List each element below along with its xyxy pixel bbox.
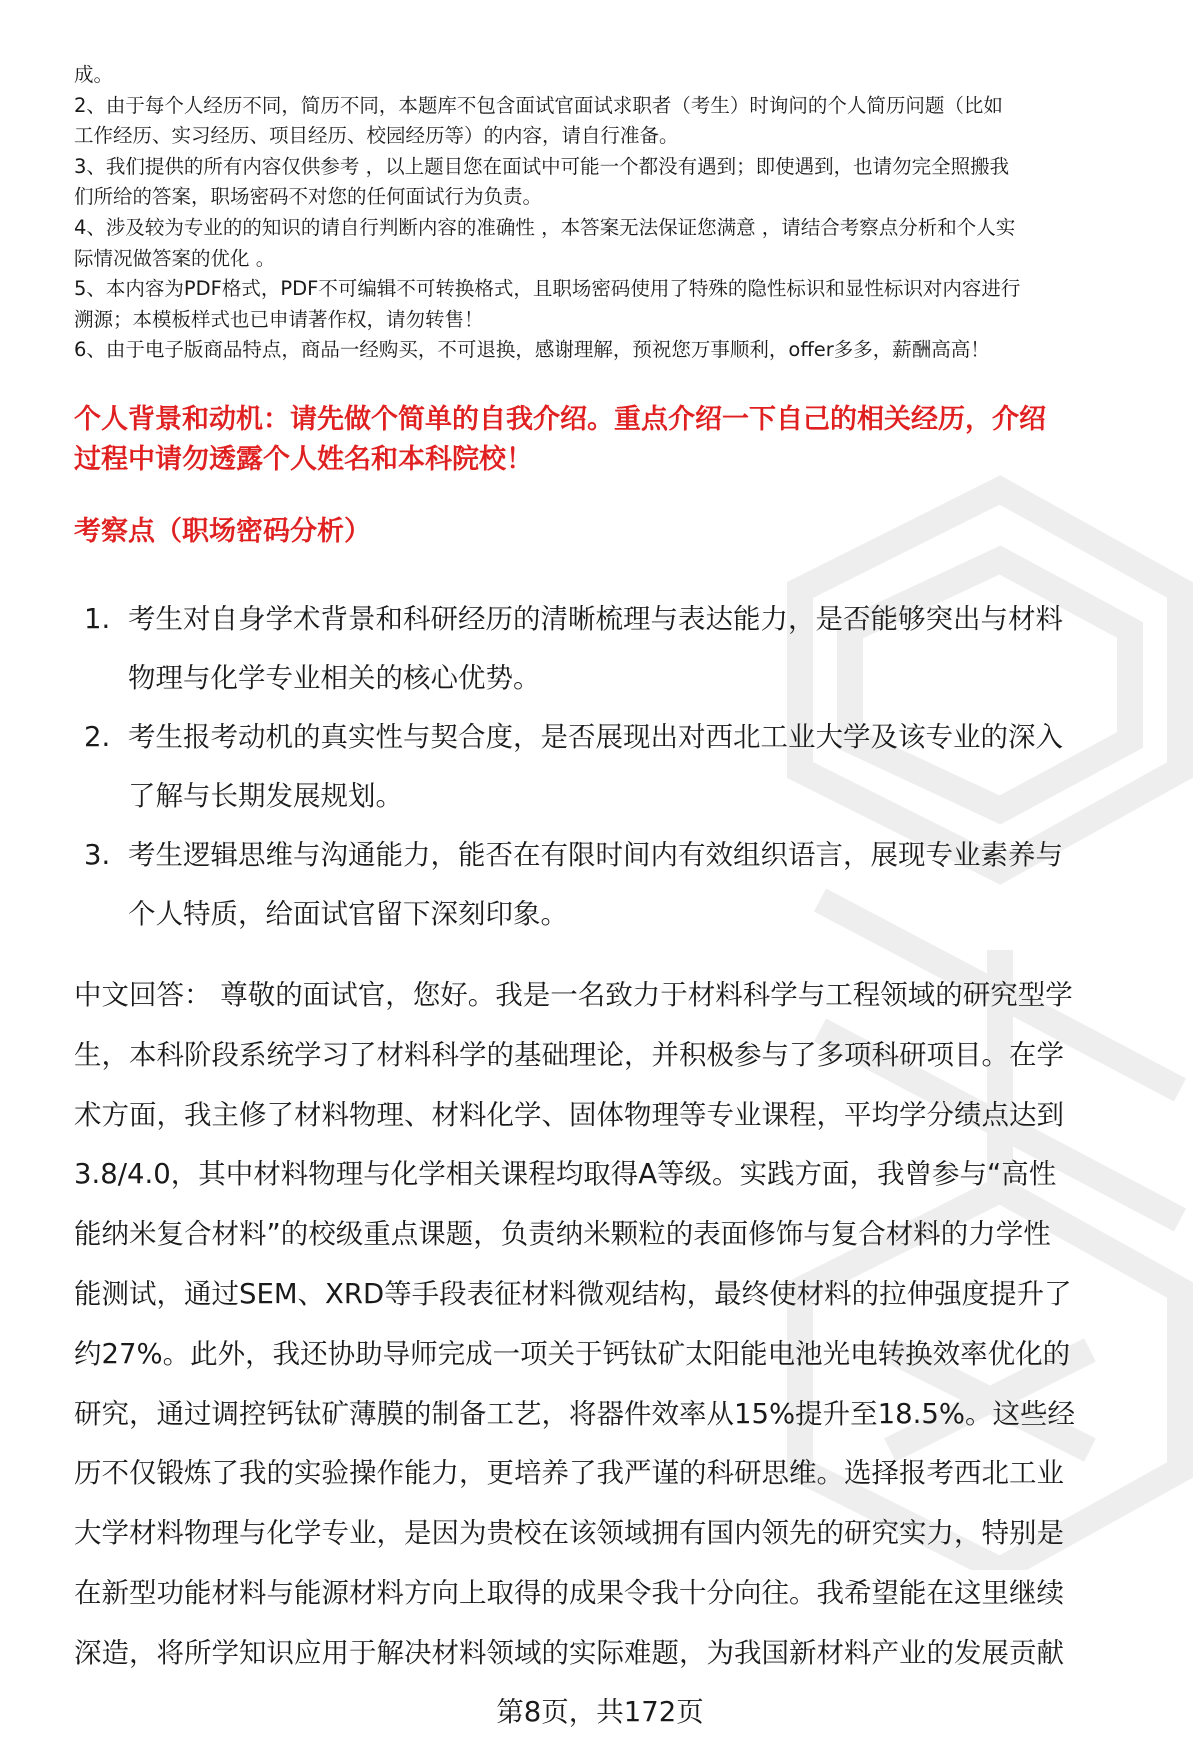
answer-line: 能测试，通过SEM、XRD等手段表征材料微观结构，最终使材料的拉伸强度提升了 <box>74 1277 1072 1310</box>
note-3-line-1: 际情况做答案的优化 。 <box>74 246 276 270</box>
point-1-line-0: 考生对自身学术背景和科研经历的清晰梳理与表达能力，是否能够突出与材料 <box>128 603 1063 635</box>
analysis-point-3 <box>84 826 1164 944</box>
answer-line: 术方面，我主修了材料物理、材料化学、固体物理等专业课程，平均学分绩点达到 <box>74 1098 1064 1131</box>
answer-line: 研究，通过调控钙钛矿薄膜的制备工艺，将器件效率从15%提升至18.5%。这些经 <box>74 1397 1075 1430</box>
note-2 <box>74 152 1164 213</box>
answer-line: 在新型功能材料与能源材料方向上取得的成果令我十分向往。我希望能在这里继续 <box>74 1576 1064 1609</box>
analysis-points <box>84 590 1164 944</box>
note-5-line-0: 6、由于电子版商品特点，商品一经购买，不可退换，感谢理解，预祝您万事顺利，offer多多，薪酬高高！ <box>74 338 990 362</box>
note-3 <box>74 213 1164 274</box>
answer-line: 生，本科阶段系统学习了材料科学的基础理论，并积极参与了多项科研项目。在学 <box>74 1038 1064 1071</box>
question-line-0: 个人背景和动机：请先做个简单的自我介绍。重点介绍一下自己的相关经历，介绍 <box>74 404 1046 435</box>
answer-line: 约27%。此外，我还协助导师完成一项关于钙钛矿太阳能电池光电转换效率优化的 <box>74 1337 1071 1370</box>
note-1-line-1: 工作经历、实习经历、项目经历、校园经历等）的内容，请自行准备。 <box>74 124 679 148</box>
answer-line: 能纳米复合材料”的校级重点课题，负责纳米颗粒的表面修饰与复合材料的力学性 <box>74 1218 1051 1251</box>
disclaimer-notes <box>74 60 1164 366</box>
note-3-line-0: 4、涉及较为专业的的知识的请自行判断内容的准确性 ，本答案无法保证您满意 ，请结合考察点分析和个人实 <box>74 215 1016 239</box>
note-0 <box>74 60 1164 91</box>
page-footer: 第8页，共172页 <box>496 1696 704 1728</box>
note-2-line-1: 们所给的答案，职场密码不对您的任何面试行为负责。 <box>74 185 543 209</box>
note-4-line-0: 5、本内容为PDF格式，PDF不可编辑不可转换格式，且职场密码使用了特殊的隐性标识和显性标识对内容进行 <box>74 277 1021 301</box>
answer-line: 大学材料物理与化学专业，是因为贵校在该领域拥有国内领先的研究实力，特别是 <box>74 1517 1064 1550</box>
note-5 <box>74 335 1164 366</box>
point-2-line-0: 考生报考动机的真实性与契合度，是否展现出对西北工业大学及该专业的深入 <box>128 721 1063 753</box>
point-number: 3. <box>84 839 111 871</box>
analysis-point-2 <box>84 708 1164 826</box>
question-heading <box>74 400 1164 480</box>
answer-line: 历不仅锻炼了我的实验操作能力，更培养了我严谨的科研思维。选择报考西北工业 <box>74 1457 1064 1490</box>
question-line-1: 过程中请勿透露个人姓名和本科院校！ <box>74 444 533 475</box>
point-number: 2. <box>84 721 111 753</box>
note-2-line-0: 3、我们提供的所有内容仅供参考 ，以上题目您在面试中可能一个都没有遇到；即使遇到，也请勿完全照搬我 <box>74 154 1010 178</box>
note-0-line-0: 成。 <box>74 63 114 86</box>
note-1 <box>74 91 1164 152</box>
chinese-answer <box>74 966 1168 1684</box>
point-2-line-1: 了解与长期发展规划。 <box>128 780 403 812</box>
analysis-point-1 <box>84 590 1164 708</box>
point-3-line-1: 个人特质，给面试官留下深刻印象。 <box>128 898 568 930</box>
answer-line: 3.8/4.0，其中材料物理与化学相关课程均取得A等级。实践方面，我曾参与“高性 <box>74 1158 1057 1191</box>
point-3-line-0: 考生逻辑思维与沟通能力，能否在有限时间内有效组织语言，展现专业素养与 <box>128 839 1063 871</box>
point-number: 1. <box>84 603 111 635</box>
answer-line: 深造，将所学知识应用于解决材料领域的实际难题，为我国新材料产业的发展贡献 <box>74 1636 1064 1669</box>
note-4 <box>74 274 1164 335</box>
point-1-line-1: 物理与化学专业相关的核心优势。 <box>128 662 541 694</box>
note-4-line-1: 溯源；本模板样式也已申请著作权，请勿转售！ <box>74 307 484 331</box>
answer-line: 中文回答： 尊敬的面试官，您好。我是一名致力于材料科学与工程领域的研究型学 <box>74 979 1073 1011</box>
analysis-heading: 考察点（职场密码分析） <box>74 516 371 547</box>
note-1-line-0: 2、由于每个人经历不同，简历不同，本题库不包含面试官面试求职者（考生）时询问的个人简历问题（比如 <box>74 93 1003 117</box>
